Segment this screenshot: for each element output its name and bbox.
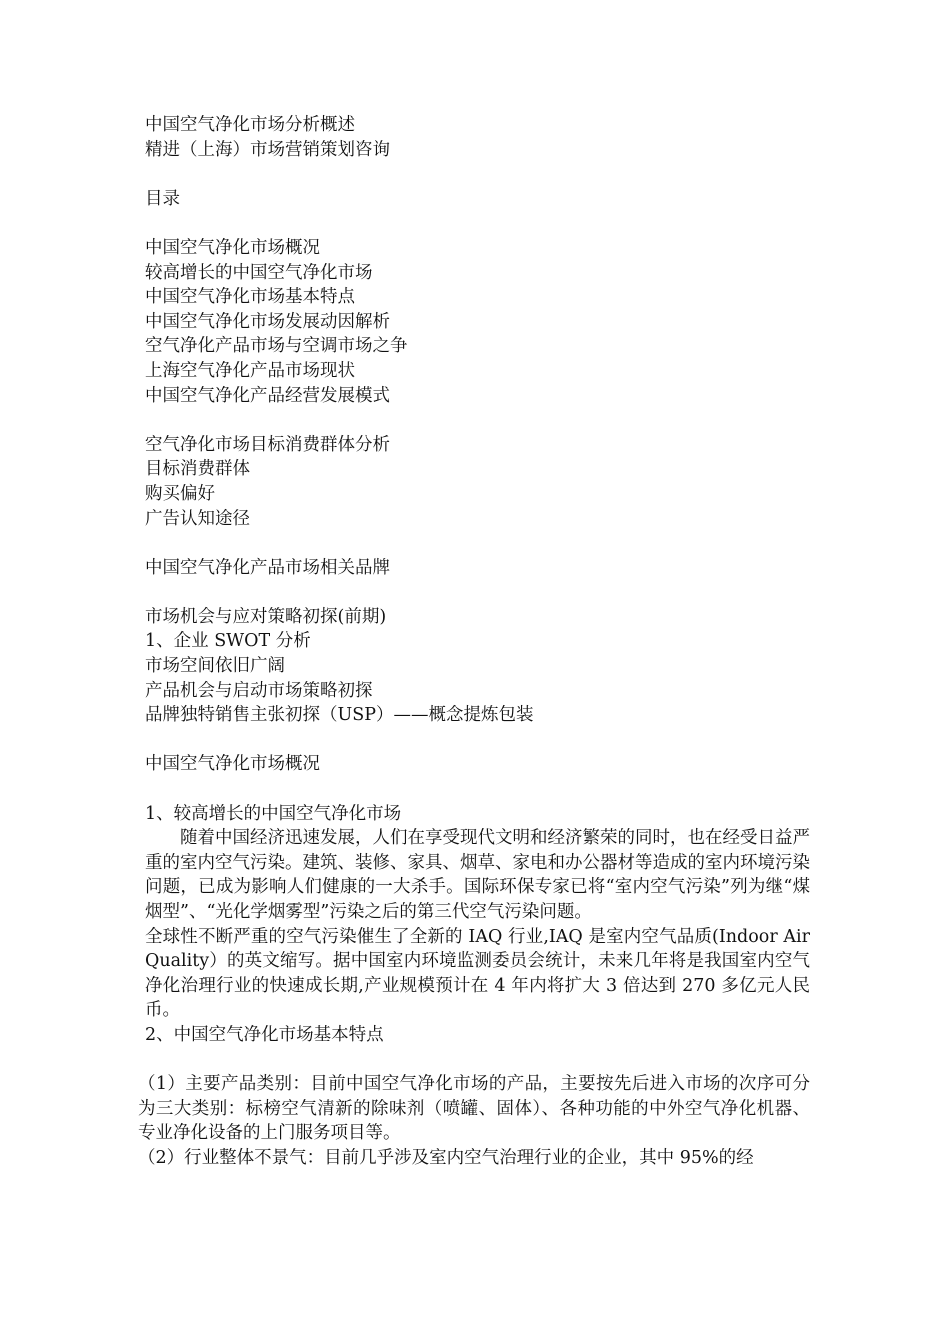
toc-heading: 目录 [145,188,180,209]
toc-item: 目标消费群体 [145,459,250,480]
toc-item: 市场机会与应对策略初探(前期) [145,606,387,627]
blank-line [145,580,810,605]
document-title: 中国空气净化市场分析概述 [145,115,355,135]
blank-line [145,162,810,187]
blank-line [145,211,810,236]
blank-line [145,728,810,753]
body-paragraph: 全球性不断严重的空气污染催生了全新的 IAQ 行业,IAQ 是室内空气品质(Indoor Air Quality）的英文缩写。据中国室内环境监测委员会统计，未来几年将是我国室内空气净化治理行业的快速成长期,产业规模预计在 4 年内将扩大 3 倍达到 270 多亿元人民币。 [145,926,810,1021]
toc-item: 市场空间依旧广阔 [145,656,285,677]
toc-item: 广告认知途径 [145,508,250,529]
toc-group-1 [145,236,810,408]
subsection-heading: 2、中国空气净化市场基本特点 [145,1024,384,1045]
subsection-heading: 1、较高增长的中国空气净化市场 [145,803,402,824]
toc-item: 空气净化市场目标消费群体分析 [145,434,390,455]
toc-item: 中国空气净化产品经营发展模式 [145,385,390,406]
toc-item: 上海空气净化产品市场现状 [145,360,355,381]
toc-item: 中国空气净化市场基本特点 [145,287,355,308]
blank-line [145,408,810,433]
blank-line [145,777,810,802]
toc-item: 中国空气净化市场概况 [145,237,320,258]
body-paragraph: （2）行业整体不景气：目前几乎涉及室内空气治理行业的企业，其中 95%的经 [138,1147,754,1168]
section-heading: 中国空气净化市场概况 [145,754,320,775]
toc-item: 较高增长的中国空气净化市场 [145,262,373,283]
body-paragraph: （1）主要产品类别：目前中国空气净化市场的产品，主要按先后进入市场的次序可分为三大类别：标榜空气清新的除味剂（喷罐、固体）、各种功能的中外空气净化机器、专业净化设备的上门服务项目等。 [138,1074,810,1144]
toc-item: 空气净化产品市场与空调市场之争 [145,336,408,357]
document-subtitle: 精进（上海）市场营销策划咨询 [145,139,390,160]
toc-item: 中国空气净化产品市场相关品牌 [145,557,390,578]
toc-item: 品牌独特销售主张初探（USP）——概念提炼包装 [145,705,534,726]
body-paragraph: 随着中国经济迅速发展，人们在享受现代文明和经济繁荣的同时，也在经受日益严重的室内空气污染。建筑、装修、家具、烟草、家电和办公器材等造成的室内环境污染问题，已成为影响人们健康的一大杀手。国际环保专家已将“室内空气污染”列为继“煤烟型”、“光化学烟雾型”污染之后的第三代空气污染问题。 [145,828,810,922]
toc-group-2 [145,433,810,531]
toc-item: 1、企业 SWOT 分析 [145,631,311,652]
toc-item: 购买偏好 [145,483,215,504]
blank-line [145,531,810,556]
document-page [138,113,810,1171]
toc-group-4 [145,605,810,728]
blank-line [145,1048,810,1073]
toc-item: 中国空气净化市场发展动因解析 [145,311,390,332]
toc-item: 产品机会与启动市场策略初探 [145,680,373,701]
